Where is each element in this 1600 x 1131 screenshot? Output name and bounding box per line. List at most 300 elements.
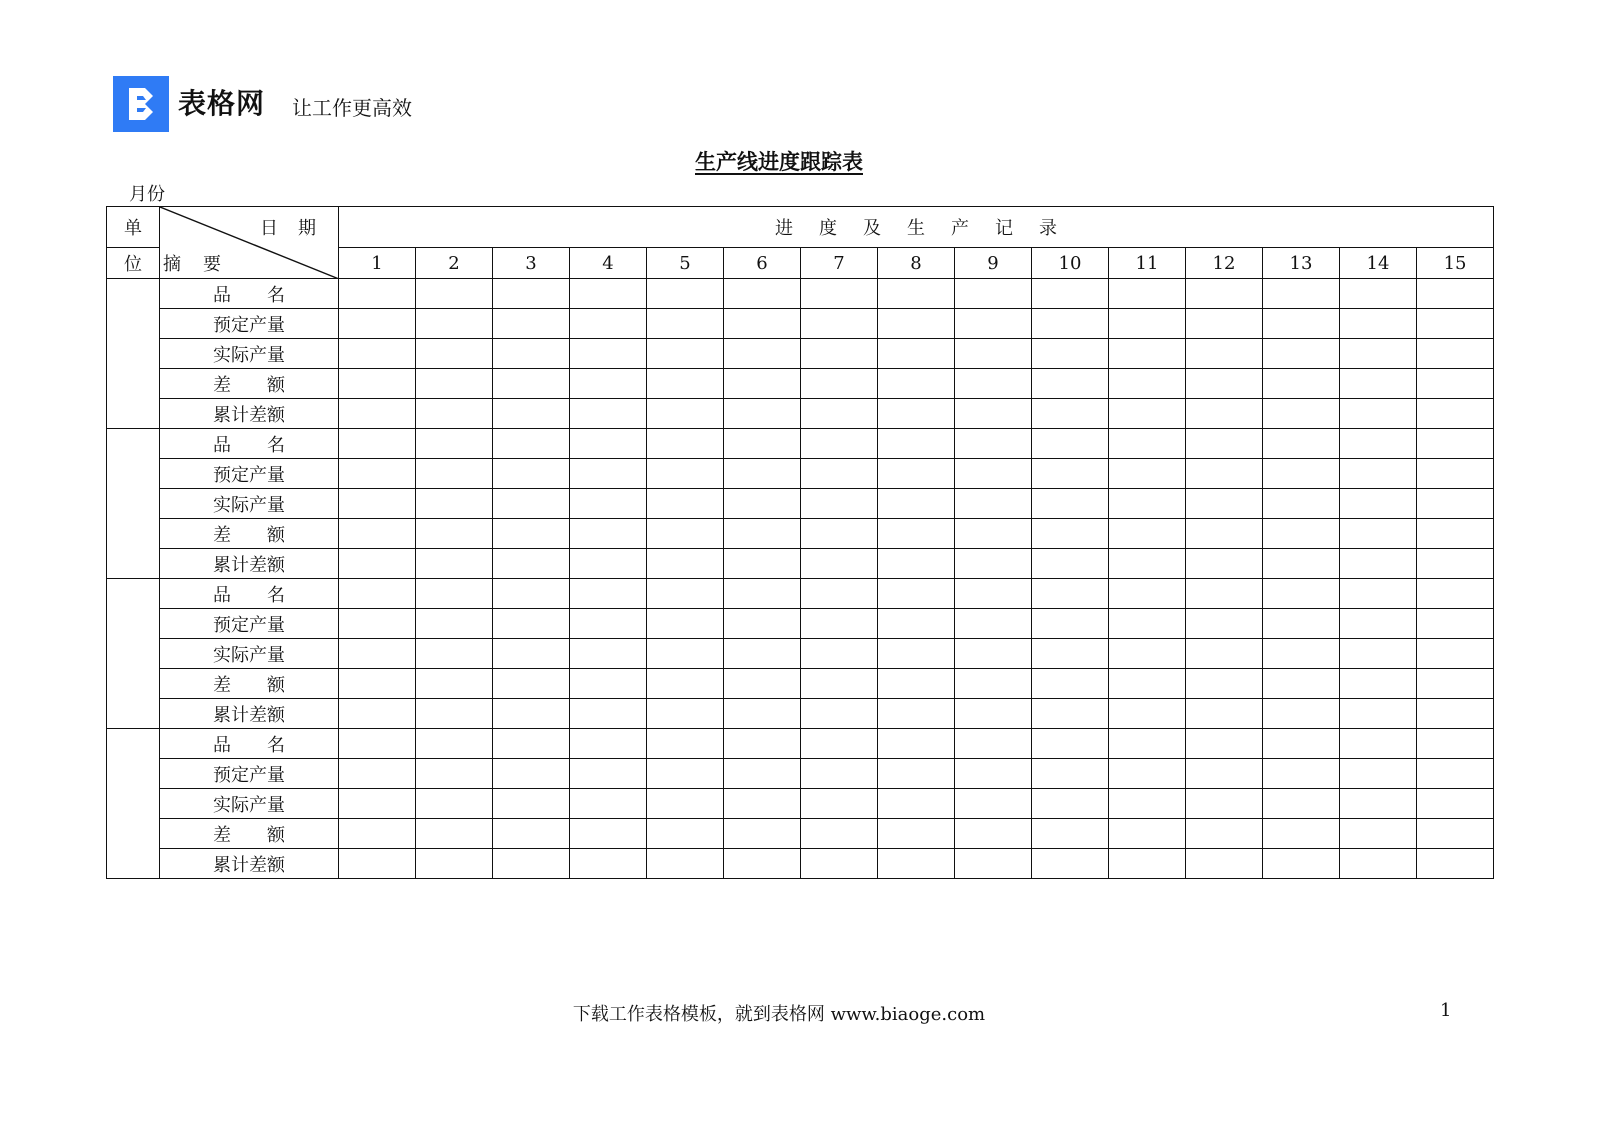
entry-cell[interactable] <box>416 549 493 579</box>
entry-cell[interactable] <box>493 309 570 339</box>
entry-cell[interactable] <box>339 639 416 669</box>
entry-cell[interactable] <box>647 849 724 879</box>
entry-cell[interactable] <box>1109 399 1186 429</box>
entry-cell[interactable] <box>1263 579 1340 609</box>
entry-cell[interactable] <box>1186 759 1263 789</box>
entry-cell[interactable] <box>570 279 647 309</box>
entry-cell[interactable] <box>1263 789 1340 819</box>
unit-cell[interactable] <box>107 729 160 879</box>
entry-cell[interactable] <box>801 849 878 879</box>
entry-cell[interactable] <box>1032 639 1109 669</box>
entry-cell[interactable] <box>801 729 878 759</box>
entry-cell[interactable] <box>1109 729 1186 759</box>
entry-cell[interactable] <box>1109 849 1186 879</box>
entry-cell[interactable] <box>724 549 801 579</box>
entry-cell[interactable] <box>339 819 416 849</box>
entry-cell[interactable] <box>493 579 570 609</box>
entry-cell[interactable] <box>1263 369 1340 399</box>
entry-cell[interactable] <box>339 789 416 819</box>
entry-cell[interactable] <box>1340 519 1417 549</box>
entry-cell[interactable] <box>570 819 647 849</box>
entry-cell[interactable] <box>339 759 416 789</box>
entry-cell[interactable] <box>570 729 647 759</box>
entry-cell[interactable] <box>647 639 724 669</box>
entry-cell[interactable] <box>878 339 955 369</box>
entry-cell[interactable] <box>801 699 878 729</box>
entry-cell[interactable] <box>1109 279 1186 309</box>
entry-cell[interactable] <box>416 639 493 669</box>
entry-cell[interactable] <box>339 489 416 519</box>
entry-cell[interactable] <box>493 729 570 759</box>
entry-cell[interactable] <box>1109 429 1186 459</box>
entry-cell[interactable] <box>878 279 955 309</box>
entry-cell[interactable] <box>1417 669 1494 699</box>
entry-cell[interactable] <box>1417 309 1494 339</box>
entry-cell[interactable] <box>1032 609 1109 639</box>
entry-cell[interactable] <box>1186 369 1263 399</box>
entry-cell[interactable] <box>339 669 416 699</box>
entry-cell[interactable] <box>1109 639 1186 669</box>
entry-cell[interactable] <box>1032 549 1109 579</box>
entry-cell[interactable] <box>570 549 647 579</box>
entry-cell[interactable] <box>955 369 1032 399</box>
entry-cell[interactable] <box>493 489 570 519</box>
entry-cell[interactable] <box>493 759 570 789</box>
entry-cell[interactable] <box>493 399 570 429</box>
entry-cell[interactable] <box>1263 699 1340 729</box>
entry-cell[interactable] <box>1417 519 1494 549</box>
entry-cell[interactable] <box>878 849 955 879</box>
entry-cell[interactable] <box>1032 669 1109 699</box>
entry-cell[interactable] <box>878 579 955 609</box>
entry-cell[interactable] <box>570 399 647 429</box>
entry-cell[interactable] <box>1109 609 1186 639</box>
entry-cell[interactable] <box>647 789 724 819</box>
entry-cell[interactable] <box>1263 639 1340 669</box>
entry-cell[interactable] <box>878 549 955 579</box>
entry-cell[interactable] <box>1263 459 1340 489</box>
entry-cell[interactable] <box>801 759 878 789</box>
entry-cell[interactable] <box>1417 609 1494 639</box>
entry-cell[interactable] <box>493 849 570 879</box>
entry-cell[interactable] <box>416 369 493 399</box>
entry-cell[interactable] <box>1032 849 1109 879</box>
entry-cell[interactable] <box>878 729 955 759</box>
entry-cell[interactable] <box>955 579 1032 609</box>
entry-cell[interactable] <box>955 819 1032 849</box>
entry-cell[interactable] <box>1417 849 1494 879</box>
entry-cell[interactable] <box>724 849 801 879</box>
entry-cell[interactable] <box>878 759 955 789</box>
entry-cell[interactable] <box>1417 639 1494 669</box>
entry-cell[interactable] <box>1186 819 1263 849</box>
entry-cell[interactable] <box>493 339 570 369</box>
entry-cell[interactable] <box>416 339 493 369</box>
entry-cell[interactable] <box>339 459 416 489</box>
entry-cell[interactable] <box>570 609 647 639</box>
entry-cell[interactable] <box>878 699 955 729</box>
entry-cell[interactable] <box>416 519 493 549</box>
entry-cell[interactable] <box>878 519 955 549</box>
entry-cell[interactable] <box>1186 549 1263 579</box>
entry-cell[interactable] <box>801 459 878 489</box>
entry-cell[interactable] <box>493 459 570 489</box>
entry-cell[interactable] <box>647 549 724 579</box>
unit-cell[interactable] <box>107 579 160 729</box>
entry-cell[interactable] <box>416 309 493 339</box>
entry-cell[interactable] <box>1263 819 1340 849</box>
entry-cell[interactable] <box>1340 399 1417 429</box>
entry-cell[interactable] <box>1186 729 1263 759</box>
entry-cell[interactable] <box>801 609 878 639</box>
entry-cell[interactable] <box>724 789 801 819</box>
entry-cell[interactable] <box>724 729 801 759</box>
entry-cell[interactable] <box>1186 669 1263 699</box>
entry-cell[interactable] <box>1263 519 1340 549</box>
entry-cell[interactable] <box>1263 489 1340 519</box>
entry-cell[interactable] <box>801 369 878 399</box>
entry-cell[interactable] <box>570 309 647 339</box>
entry-cell[interactable] <box>493 789 570 819</box>
entry-cell[interactable] <box>1340 429 1417 459</box>
entry-cell[interactable] <box>570 519 647 549</box>
entry-cell[interactable] <box>1109 819 1186 849</box>
entry-cell[interactable] <box>1186 789 1263 819</box>
entry-cell[interactable] <box>339 609 416 639</box>
entry-cell[interactable] <box>416 759 493 789</box>
entry-cell[interactable] <box>1263 429 1340 459</box>
entry-cell[interactable] <box>1263 279 1340 309</box>
entry-cell[interactable] <box>493 639 570 669</box>
entry-cell[interactable] <box>1340 729 1417 759</box>
entry-cell[interactable] <box>801 789 878 819</box>
entry-cell[interactable] <box>493 549 570 579</box>
entry-cell[interactable] <box>570 699 647 729</box>
entry-cell[interactable] <box>878 789 955 819</box>
entry-cell[interactable] <box>1340 849 1417 879</box>
entry-cell[interactable] <box>724 699 801 729</box>
entry-cell[interactable] <box>1263 339 1340 369</box>
entry-cell[interactable] <box>1109 519 1186 549</box>
entry-cell[interactable] <box>570 669 647 699</box>
entry-cell[interactable] <box>1186 849 1263 879</box>
entry-cell[interactable] <box>416 399 493 429</box>
entry-cell[interactable] <box>1340 639 1417 669</box>
entry-cell[interactable] <box>955 669 1032 699</box>
entry-cell[interactable] <box>724 609 801 639</box>
entry-cell[interactable] <box>570 849 647 879</box>
entry-cell[interactable] <box>1340 699 1417 729</box>
entry-cell[interactable] <box>878 669 955 699</box>
entry-cell[interactable] <box>647 429 724 459</box>
entry-cell[interactable] <box>647 579 724 609</box>
entry-cell[interactable] <box>647 669 724 699</box>
entry-cell[interactable] <box>1186 459 1263 489</box>
entry-cell[interactable] <box>1032 399 1109 429</box>
entry-cell[interactable] <box>724 339 801 369</box>
entry-cell[interactable] <box>493 669 570 699</box>
entry-cell[interactable] <box>1263 309 1340 339</box>
entry-cell[interactable] <box>339 399 416 429</box>
entry-cell[interactable] <box>1109 669 1186 699</box>
entry-cell[interactable] <box>878 819 955 849</box>
entry-cell[interactable] <box>955 699 1032 729</box>
entry-cell[interactable] <box>724 579 801 609</box>
entry-cell[interactable] <box>647 819 724 849</box>
entry-cell[interactable] <box>1109 489 1186 519</box>
entry-cell[interactable] <box>801 639 878 669</box>
entry-cell[interactable] <box>724 489 801 519</box>
entry-cell[interactable] <box>1417 489 1494 519</box>
entry-cell[interactable] <box>878 489 955 519</box>
entry-cell[interactable] <box>647 459 724 489</box>
entry-cell[interactable] <box>647 279 724 309</box>
entry-cell[interactable] <box>724 669 801 699</box>
entry-cell[interactable] <box>570 369 647 399</box>
entry-cell[interactable] <box>416 489 493 519</box>
entry-cell[interactable] <box>339 429 416 459</box>
entry-cell[interactable] <box>416 699 493 729</box>
entry-cell[interactable] <box>1186 699 1263 729</box>
entry-cell[interactable] <box>1417 699 1494 729</box>
entry-cell[interactable] <box>1417 339 1494 369</box>
entry-cell[interactable] <box>1186 579 1263 609</box>
entry-cell[interactable] <box>1340 279 1417 309</box>
entry-cell[interactable] <box>493 369 570 399</box>
entry-cell[interactable] <box>1032 699 1109 729</box>
entry-cell[interactable] <box>955 399 1032 429</box>
entry-cell[interactable] <box>724 759 801 789</box>
entry-cell[interactable] <box>1109 579 1186 609</box>
entry-cell[interactable] <box>1032 729 1109 759</box>
entry-cell[interactable] <box>1263 549 1340 579</box>
unit-cell[interactable] <box>107 429 160 579</box>
entry-cell[interactable] <box>339 369 416 399</box>
entry-cell[interactable] <box>1263 759 1340 789</box>
entry-cell[interactable] <box>339 549 416 579</box>
entry-cell[interactable] <box>647 729 724 759</box>
entry-cell[interactable] <box>801 399 878 429</box>
entry-cell[interactable] <box>724 369 801 399</box>
entry-cell[interactable] <box>416 279 493 309</box>
entry-cell[interactable] <box>416 729 493 759</box>
entry-cell[interactable] <box>1340 609 1417 639</box>
entry-cell[interactable] <box>1340 339 1417 369</box>
entry-cell[interactable] <box>570 579 647 609</box>
entry-cell[interactable] <box>955 489 1032 519</box>
entry-cell[interactable] <box>1109 789 1186 819</box>
entry-cell[interactable] <box>1109 699 1186 729</box>
entry-cell[interactable] <box>955 459 1032 489</box>
entry-cell[interactable] <box>1340 669 1417 699</box>
entry-cell[interactable] <box>339 729 416 759</box>
entry-cell[interactable] <box>570 639 647 669</box>
entry-cell[interactable] <box>1417 759 1494 789</box>
entry-cell[interactable] <box>1186 309 1263 339</box>
entry-cell[interactable] <box>724 309 801 339</box>
entry-cell[interactable] <box>416 609 493 639</box>
entry-cell[interactable] <box>1032 459 1109 489</box>
entry-cell[interactable] <box>955 279 1032 309</box>
entry-cell[interactable] <box>878 609 955 639</box>
entry-cell[interactable] <box>724 519 801 549</box>
entry-cell[interactable] <box>1032 519 1109 549</box>
entry-cell[interactable] <box>1263 609 1340 639</box>
entry-cell[interactable] <box>493 519 570 549</box>
entry-cell[interactable] <box>1417 399 1494 429</box>
entry-cell[interactable] <box>1032 489 1109 519</box>
entry-cell[interactable] <box>1032 579 1109 609</box>
entry-cell[interactable] <box>1032 789 1109 819</box>
entry-cell[interactable] <box>416 429 493 459</box>
unit-cell[interactable] <box>107 279 160 429</box>
entry-cell[interactable] <box>416 849 493 879</box>
entry-cell[interactable] <box>801 429 878 459</box>
entry-cell[interactable] <box>1186 639 1263 669</box>
entry-cell[interactable] <box>1340 819 1417 849</box>
entry-cell[interactable] <box>1032 759 1109 789</box>
entry-cell[interactable] <box>570 459 647 489</box>
entry-cell[interactable] <box>1186 519 1263 549</box>
entry-cell[interactable] <box>1340 549 1417 579</box>
entry-cell[interactable] <box>1109 459 1186 489</box>
entry-cell[interactable] <box>339 699 416 729</box>
entry-cell[interactable] <box>493 699 570 729</box>
entry-cell[interactable] <box>724 279 801 309</box>
entry-cell[interactable] <box>955 339 1032 369</box>
entry-cell[interactable] <box>955 849 1032 879</box>
entry-cell[interactable] <box>570 759 647 789</box>
entry-cell[interactable] <box>801 279 878 309</box>
entry-cell[interactable] <box>1186 429 1263 459</box>
entry-cell[interactable] <box>1186 279 1263 309</box>
entry-cell[interactable] <box>1340 789 1417 819</box>
entry-cell[interactable] <box>955 309 1032 339</box>
entry-cell[interactable] <box>955 429 1032 459</box>
entry-cell[interactable] <box>647 399 724 429</box>
entry-cell[interactable] <box>801 819 878 849</box>
entry-cell[interactable] <box>1109 549 1186 579</box>
entry-cell[interactable] <box>1032 339 1109 369</box>
entry-cell[interactable] <box>1032 429 1109 459</box>
entry-cell[interactable] <box>339 519 416 549</box>
entry-cell[interactable] <box>339 309 416 339</box>
entry-cell[interactable] <box>339 339 416 369</box>
entry-cell[interactable] <box>1417 279 1494 309</box>
entry-cell[interactable] <box>339 849 416 879</box>
entry-cell[interactable] <box>416 789 493 819</box>
entry-cell[interactable] <box>1263 729 1340 759</box>
entry-cell[interactable] <box>801 579 878 609</box>
entry-cell[interactable] <box>1032 819 1109 849</box>
entry-cell[interactable] <box>493 609 570 639</box>
entry-cell[interactable] <box>493 279 570 309</box>
entry-cell[interactable] <box>1109 309 1186 339</box>
entry-cell[interactable] <box>1109 759 1186 789</box>
entry-cell[interactable] <box>647 609 724 639</box>
entry-cell[interactable] <box>570 429 647 459</box>
entry-cell[interactable] <box>1340 759 1417 789</box>
entry-cell[interactable] <box>955 789 1032 819</box>
entry-cell[interactable] <box>878 639 955 669</box>
entry-cell[interactable] <box>1186 609 1263 639</box>
entry-cell[interactable] <box>1417 729 1494 759</box>
entry-cell[interactable] <box>955 609 1032 639</box>
entry-cell[interactable] <box>1032 279 1109 309</box>
entry-cell[interactable] <box>1417 459 1494 489</box>
entry-cell[interactable] <box>493 819 570 849</box>
entry-cell[interactable] <box>1340 579 1417 609</box>
entry-cell[interactable] <box>1109 369 1186 399</box>
entry-cell[interactable] <box>801 339 878 369</box>
entry-cell[interactable] <box>416 819 493 849</box>
entry-cell[interactable] <box>1417 429 1494 459</box>
entry-cell[interactable] <box>1417 789 1494 819</box>
entry-cell[interactable] <box>493 429 570 459</box>
entry-cell[interactable] <box>647 519 724 549</box>
entry-cell[interactable] <box>955 519 1032 549</box>
entry-cell[interactable] <box>878 369 955 399</box>
entry-cell[interactable] <box>647 699 724 729</box>
entry-cell[interactable] <box>1263 849 1340 879</box>
entry-cell[interactable] <box>878 399 955 429</box>
entry-cell[interactable] <box>1186 399 1263 429</box>
entry-cell[interactable] <box>878 429 955 459</box>
entry-cell[interactable] <box>801 489 878 519</box>
entry-cell[interactable] <box>1109 339 1186 369</box>
entry-cell[interactable] <box>801 519 878 549</box>
entry-cell[interactable] <box>1417 369 1494 399</box>
entry-cell[interactable] <box>1340 489 1417 519</box>
entry-cell[interactable] <box>647 309 724 339</box>
entry-cell[interactable] <box>955 729 1032 759</box>
entry-cell[interactable] <box>416 579 493 609</box>
entry-cell[interactable] <box>1340 369 1417 399</box>
entry-cell[interactable] <box>1032 309 1109 339</box>
entry-cell[interactable] <box>724 459 801 489</box>
entry-cell[interactable] <box>1032 369 1109 399</box>
entry-cell[interactable] <box>1417 579 1494 609</box>
entry-cell[interactable] <box>878 309 955 339</box>
entry-cell[interactable] <box>955 549 1032 579</box>
entry-cell[interactable] <box>724 399 801 429</box>
entry-cell[interactable] <box>724 819 801 849</box>
entry-cell[interactable] <box>647 759 724 789</box>
entry-cell[interactable] <box>801 549 878 579</box>
entry-cell[interactable] <box>647 339 724 369</box>
entry-cell[interactable] <box>570 789 647 819</box>
entry-cell[interactable] <box>647 489 724 519</box>
entry-cell[interactable] <box>1263 669 1340 699</box>
entry-cell[interactable] <box>1417 819 1494 849</box>
entry-cell[interactable] <box>724 639 801 669</box>
entry-cell[interactable] <box>724 429 801 459</box>
entry-cell[interactable] <box>1340 459 1417 489</box>
entry-cell[interactable] <box>1186 339 1263 369</box>
entry-cell[interactable] <box>570 339 647 369</box>
entry-cell[interactable] <box>801 669 878 699</box>
entry-cell[interactable] <box>339 579 416 609</box>
entry-cell[interactable] <box>1263 399 1340 429</box>
entry-cell[interactable] <box>1340 309 1417 339</box>
entry-cell[interactable] <box>647 369 724 399</box>
entry-cell[interactable] <box>801 309 878 339</box>
entry-cell[interactable] <box>1186 489 1263 519</box>
entry-cell[interactable] <box>955 639 1032 669</box>
entry-cell[interactable] <box>416 669 493 699</box>
entry-cell[interactable] <box>416 459 493 489</box>
entry-cell[interactable] <box>1417 549 1494 579</box>
